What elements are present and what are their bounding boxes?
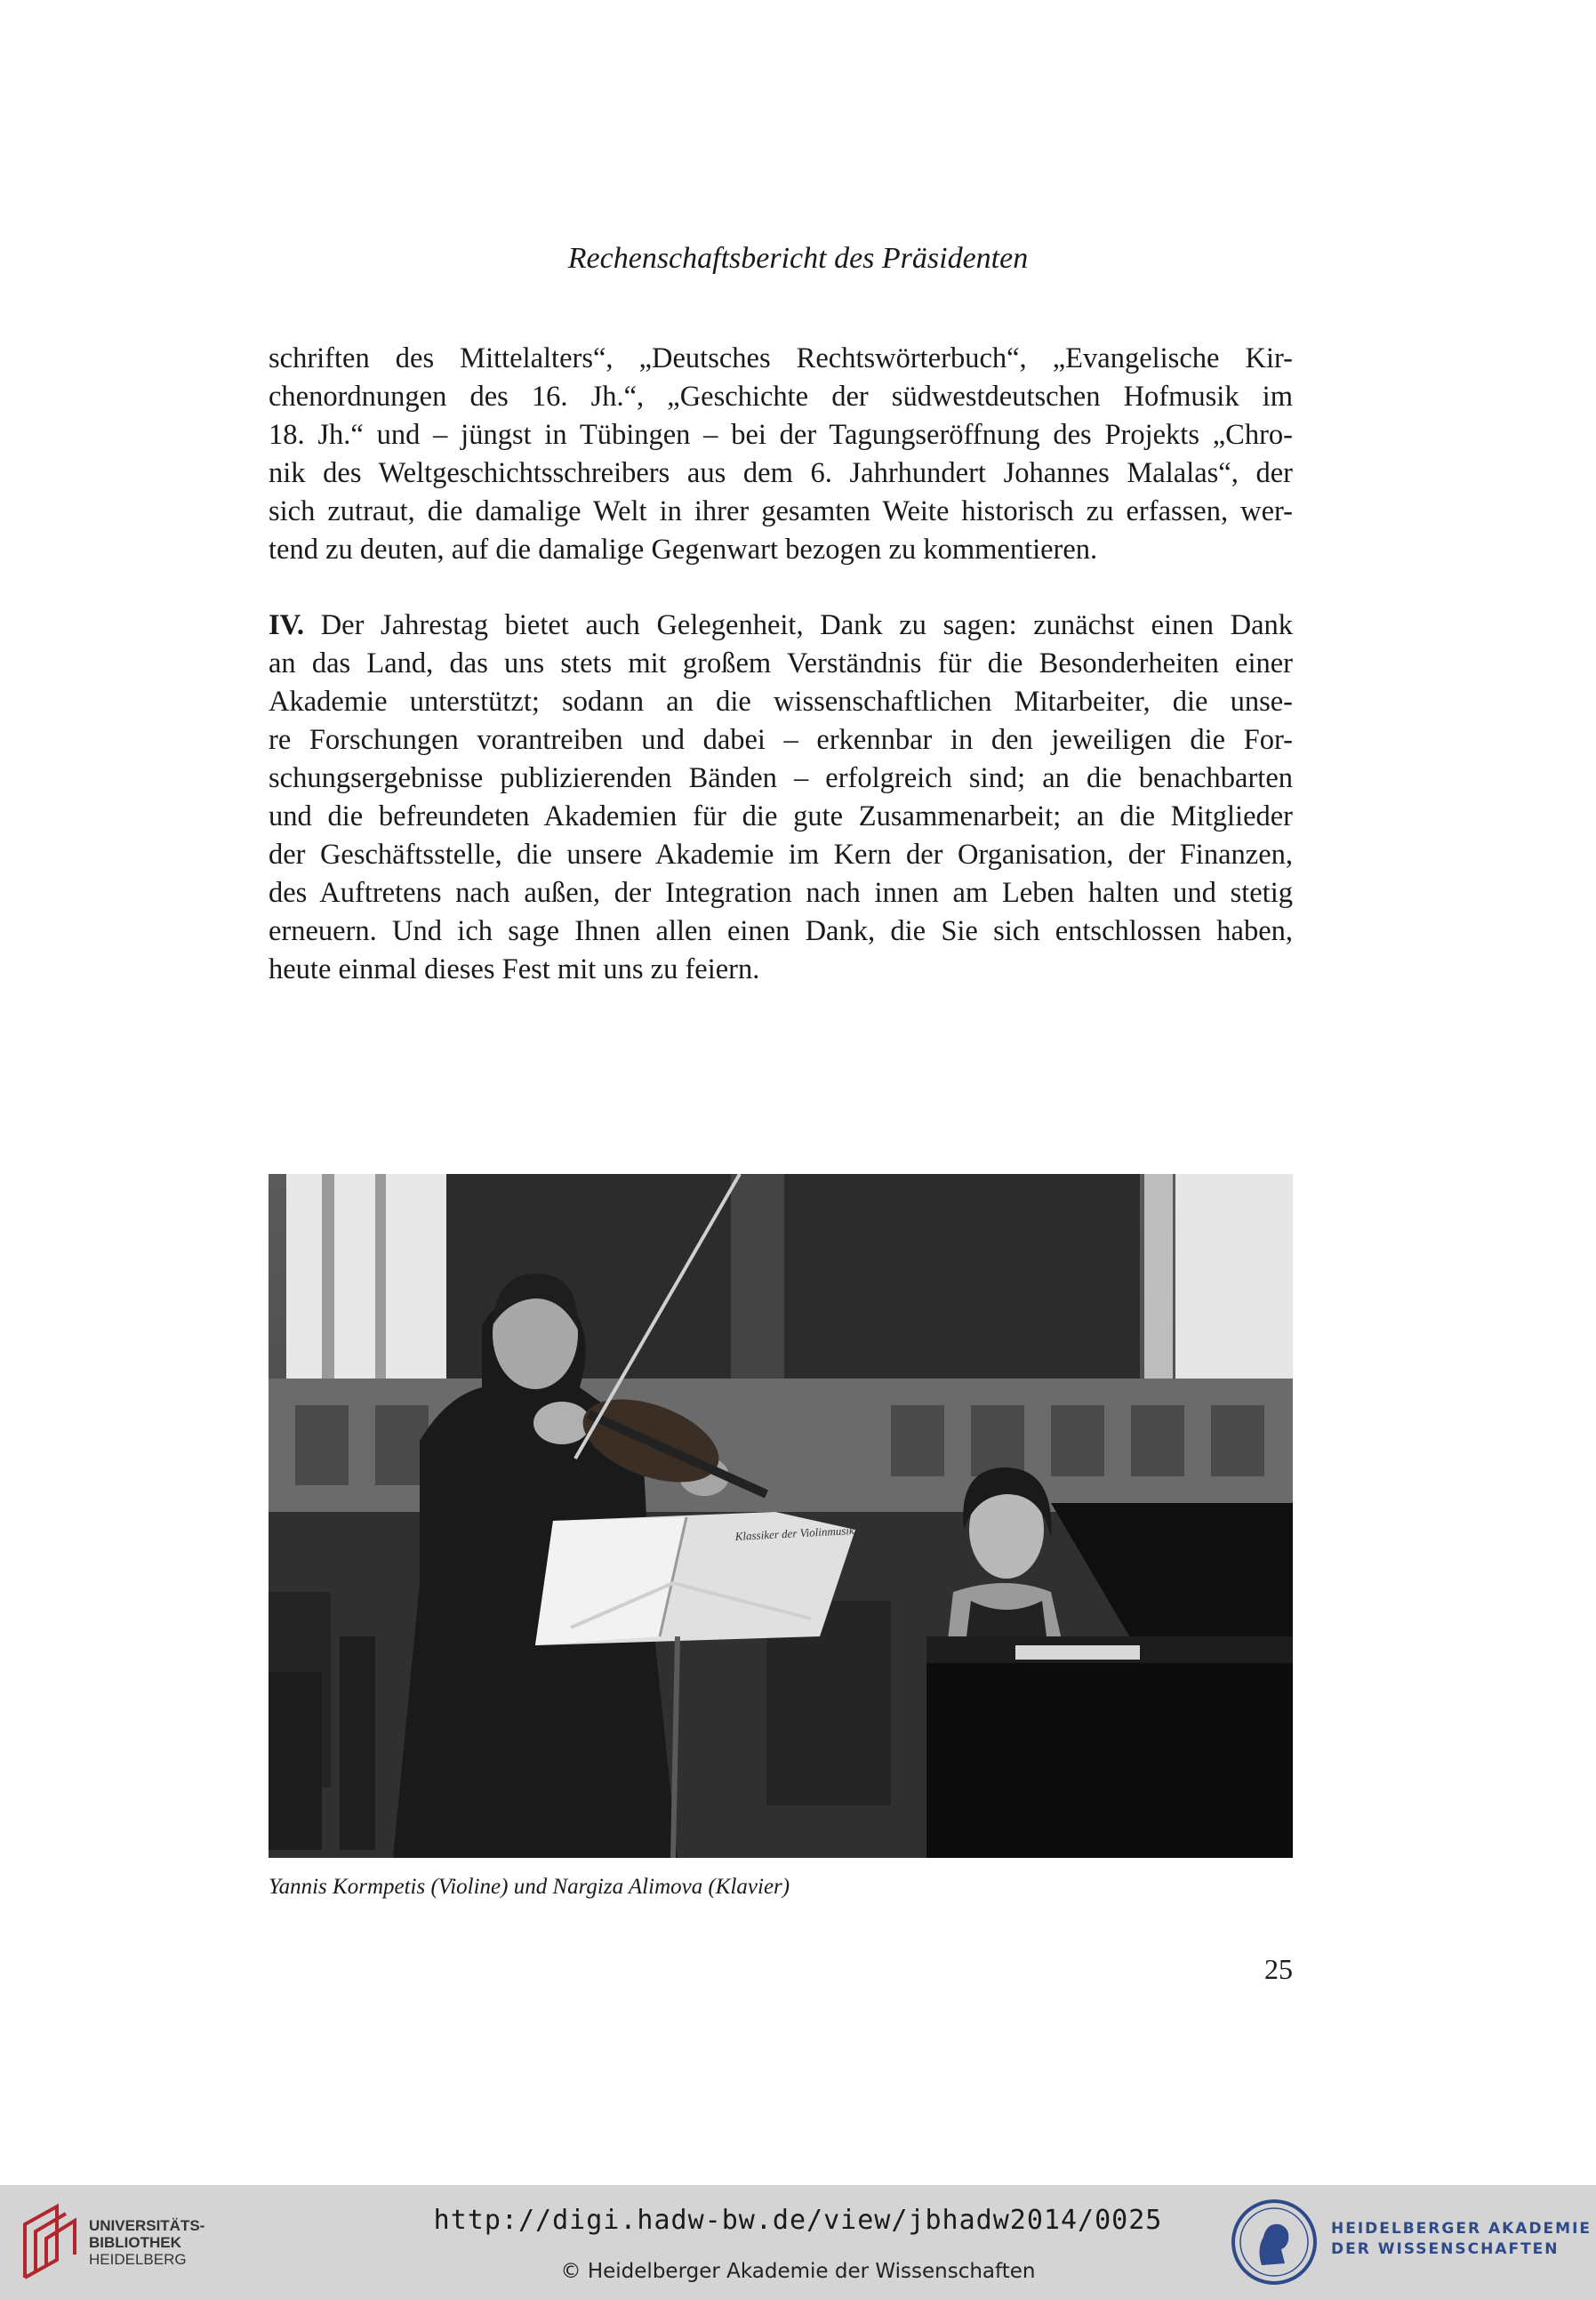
permalink-url[interactable]: http://digi.hadw-bw.de/view/jbhadw2014/0025 xyxy=(433,2205,1163,2236)
text-line: re Forschungen vorantreiben und dabei – erkennbar in den jeweiligen die For- xyxy=(269,724,1293,756)
text-line: schungsergebnisse publizierenden Bänden – erfolgreich sind; an die benachbarten xyxy=(269,762,1293,794)
academy-name-line: DER WISSENSCHAFTEN xyxy=(1331,2240,1560,2258)
text-line: und die befreundeten Akademien für die gute Zusammenarbeit; an die Mitglieder xyxy=(269,800,1293,832)
academy-seal-icon[interactable] xyxy=(1230,2198,1319,2287)
text-line: des Auftretens nach außen, der Integration nach innen am Leben halten und stetig xyxy=(269,877,1293,909)
text-line: Akademie unterstützt; sodann an die wissenschaftlichen Mitarbeiter, die unse- xyxy=(269,686,1293,718)
text-line: der Geschäftsstelle, die unsere Akademie im Kern der Organisation, der Finanzen, xyxy=(269,839,1293,871)
library-name-line: UNIVERSITÄTS- xyxy=(89,2217,205,2234)
concert-photo xyxy=(269,1174,1293,1858)
footer-bar xyxy=(0,2185,1596,2299)
text-line-rest: Der Jahrestag bietet auch Gelegenheit, Dank zu sagen: zunächst einen Dank xyxy=(320,609,1293,641)
text-line: chenordnungen des 16. Jh.“, „Geschichte der südwestdeutschen Hofmusik im xyxy=(269,381,1293,413)
text-line: sich zutraut, die damalige Welt in ihrer gesamten Weite historisch zu erfassen, wer- xyxy=(269,495,1293,527)
text-line-first xyxy=(269,607,1293,645)
text-line: an das Land, das uns stets mit großem Verständnis für die Besonderheiten einer xyxy=(269,647,1293,679)
text-line: 18. Jh.“ und – jüngst in Tübingen – bei der Tagungseröffnung des Projekts „Chro- xyxy=(269,419,1293,451)
text-line: heute einmal dieses Fest mit uns zu feiern. xyxy=(269,953,760,985)
music-book-title: Klassiker der Violinmusik xyxy=(734,1523,855,1543)
text-line: nik des Weltgeschichtsschreibers aus dem 6. Jahrhundert Johannes Malalas“, der xyxy=(269,457,1293,489)
text-line: erneuern. Und ich sage Ihnen allen einen Dank, die Sie sich entschlossen haben, xyxy=(269,915,1293,947)
section-number: IV. xyxy=(269,609,305,641)
photo-caption: Yannis Kormpetis (Violine) und Nargiza Alimova (Klavier) xyxy=(269,1875,790,1899)
text-line: tend zu deuten, auf die damalige Gegenwart bezogen zu kommentieren. xyxy=(269,534,1098,566)
paragraph-1 xyxy=(269,340,1293,569)
running-header: Rechenschaftsbericht des Präsidenten xyxy=(567,242,1029,275)
concert-photo-illustration xyxy=(269,1174,1293,1858)
library-name-line: HEIDELBERG xyxy=(89,2251,187,2268)
academy-name xyxy=(1331,2219,1592,2260)
library-name-line: BIBLIOTHEK xyxy=(89,2234,181,2251)
text-line: schriften des Mittelalters“, „Deutsches Rechtswörterbuch“, „Evangelische Kir- xyxy=(269,342,1293,374)
paragraph-2 xyxy=(269,607,1293,989)
academy-name-line: HEIDELBERGER AKADEMIE xyxy=(1331,2220,1592,2238)
copyright-notice: © Heidelberger Akademie der Wissenschaften xyxy=(560,2260,1036,2283)
page-number: 25 xyxy=(1264,1953,1293,1985)
